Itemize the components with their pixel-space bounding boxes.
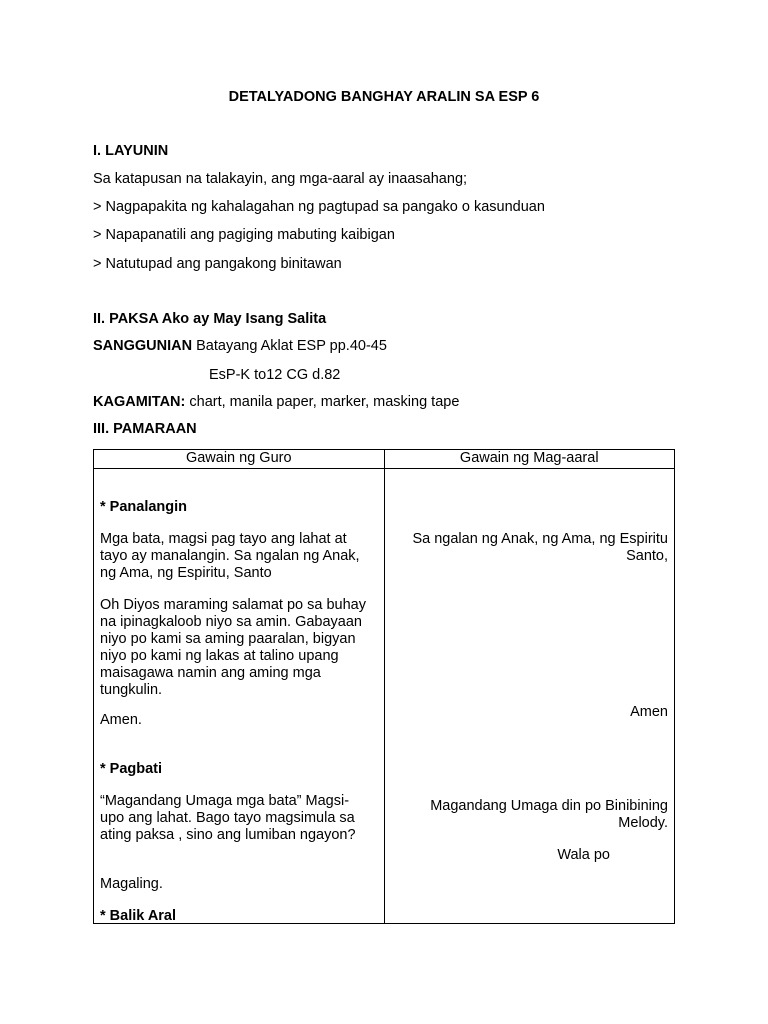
objective-item: > Napapanatili ang pagiging mabuting kaibigan bbox=[93, 227, 395, 243]
panalangin-heading: * Panalangin bbox=[100, 499, 188, 515]
mag-aaral-column bbox=[384, 469, 675, 924]
table-row bbox=[94, 469, 675, 924]
student-greeting-reply: Magandang Umaga din po Binibining Melody. bbox=[430, 798, 668, 831]
sanggunian-value: Batayang Aklat ESP pp.40-45 bbox=[196, 338, 387, 354]
section-paksa-heading: II. PAKSA Ako ay May Isang Salita bbox=[93, 311, 327, 327]
sanggunian-label: SANGGUNIAN bbox=[93, 338, 193, 354]
greeting-text: “Magandang Umaga mga bata” Magsi-upo ang lahat. Bago tayo magsimula sa ating paksa , sino ang lumiban ngayon? bbox=[100, 793, 356, 843]
student-amen: Amen bbox=[630, 704, 668, 720]
kagamitan-line bbox=[93, 394, 459, 411]
objective-item: > Nagpapakita ng kahalagahan ng pagtupad sa pangako o kasunduan bbox=[93, 199, 545, 215]
prayer-intro-text: Mga bata, magsi pag tayo ang lahat at tayo ay manalangin. Sa ngalan ng Anak, ng Ama, ng Espiritu, Santo bbox=[100, 531, 360, 581]
layunin-intro: Sa katapusan na talakayin, ang mga-aaral ay inaasahang; bbox=[93, 171, 468, 187]
kagamitan-value: chart, manila paper, marker, masking tape bbox=[189, 394, 460, 410]
student-response-prayer: Sa ngalan ng Anak, ng Ama, ng Espiritu Santo, bbox=[412, 531, 668, 564]
section-layunin-heading: I. LAYUNIN bbox=[93, 143, 169, 159]
magaling-text: Magaling. bbox=[100, 876, 163, 892]
guro-column bbox=[94, 469, 385, 924]
balik-aral-heading: * Balik Aral bbox=[100, 908, 177, 924]
amen-guro: Amen. bbox=[100, 712, 142, 728]
pagbati-heading: * Pagbati bbox=[100, 761, 163, 777]
prayer-text: Oh Diyos maraming salamat po sa buhay na ipinagkaloob niyo sa amin. Gabayaan niyo po kami sa aming paaralan, bigyan niyo po kami ng lakas at talino upang maisagawa namin ang aming mga tungkulin. bbox=[100, 597, 366, 698]
objective-item: > Natutupad ang pangakong binitawan bbox=[93, 256, 342, 272]
kagamitan-label: KAGAMITAN: bbox=[93, 394, 186, 410]
student-wala-po: Wala po bbox=[557, 847, 610, 863]
sanggunian-value-2: EsP-K to12 CG d.82 bbox=[209, 367, 341, 383]
header-guro: Gawain ng Guro bbox=[94, 450, 385, 469]
document-title: DETALYADONG BANGHAY ARALIN SA ESP 6 bbox=[228, 89, 540, 105]
table-header-row bbox=[94, 450, 675, 469]
pamaraan-table bbox=[93, 449, 675, 924]
sanggunian-line bbox=[93, 338, 387, 355]
header-mag-aaral: Gawain ng Mag-aaral bbox=[384, 450, 675, 469]
section-pamaraan-heading: III. PAMARAAN bbox=[93, 421, 197, 437]
